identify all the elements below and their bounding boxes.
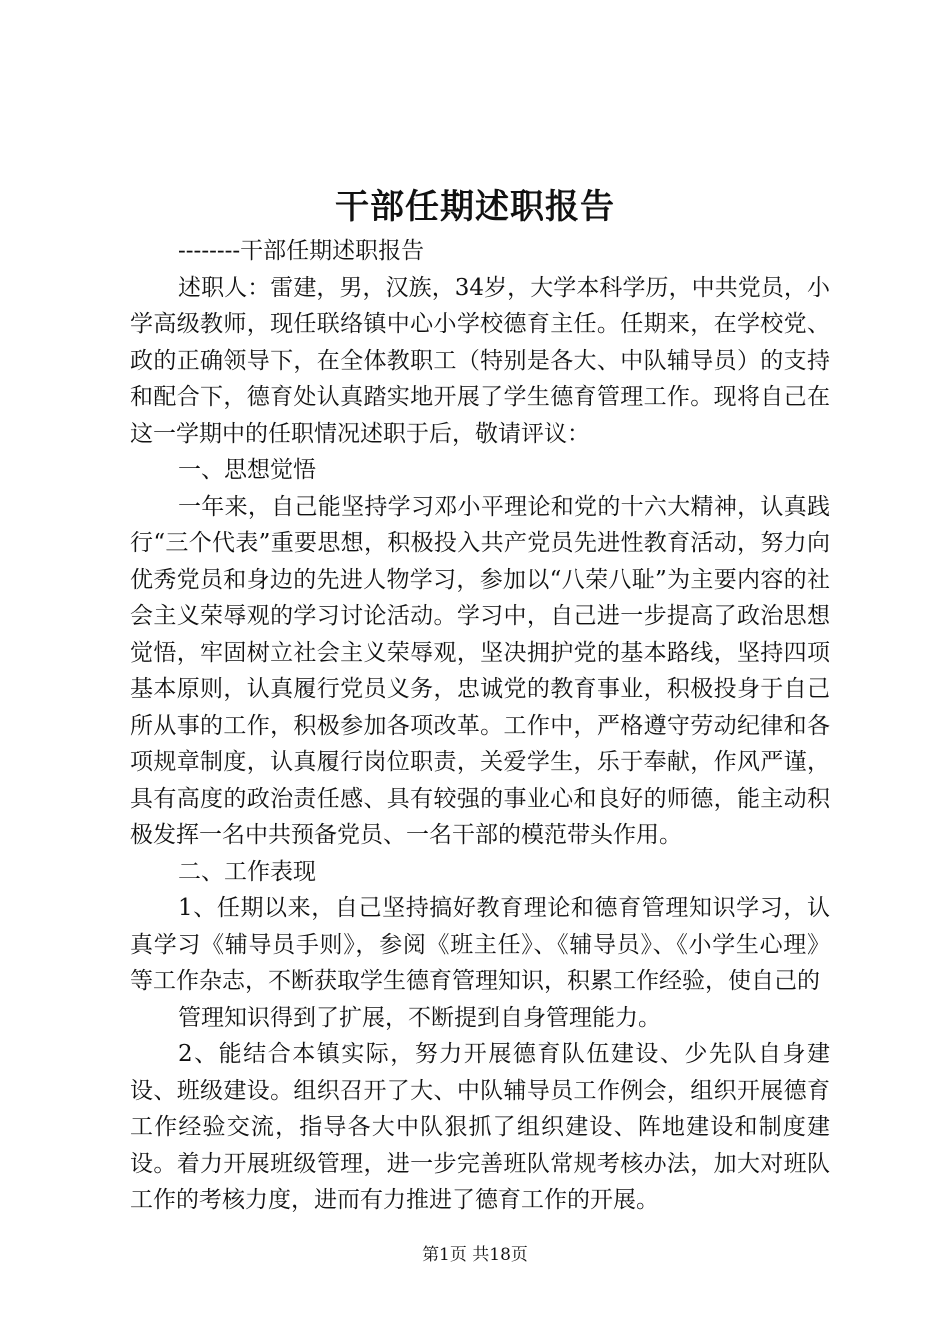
work-item-1-paragraph: 1、任期以来，自己坚持搞好教育理论和德育管理知识学习，认真学习《辅导员手则》，参阅《班主任》、《辅导员》、《小学生心理》等工作杂志，不断获取学生德育管理知识，积累工作经验，使自己的 (130, 895, 830, 994)
thought-paragraph: 一年来，自己能坚持学习邓小平理论和党的十六大精神，认真践行“三个代表”重要思想，积极投入共产党员先进性教育活动，努力向优秀党员和身边的先进人物学习，参加以“八荣八耻”为主要内容的社会主义荣辱观的学习讨论活动。学习中，自己进一步提高了政治思想觉悟，牢固树立社会主义荣辱观，坚决拥护党的基本路线，坚持四项基本原则，认真履行党员义务，忠诚党的教育事业，积极投身于自己所从事的工作，积极参加各项改革。工作中，严格遵守劳动纪律和各项规章制度，认真履行岗位职责，关爱学生，乐于奉献，作风严谨，具有高度的政治责任感、具有较强的事业心和良好的师德，能主动积极发挥一名中共预备党员、一名干部的模范带头作用。 (130, 493, 830, 848)
document-body (130, 233, 830, 1219)
document-title: 干部任期述职报告 (335, 187, 615, 227)
work-item-1-continuation: 管理知识得到了扩展，不断提到自身管理能力。 (178, 1004, 661, 1031)
section-heading-work: 二、工作表现 (178, 858, 316, 885)
subtitle-line: --------干部任期述职报告 (178, 238, 425, 264)
intro-paragraph: 述职人：雷建，男，汉族，34岁，大学本科学历，中共党员，小学高级教师，现任联络镇中心小学校德育主任。任期来，在学校党、政的正确领导下，在全体教职工（特别是各大、中队辅导员）的支持和配合下，德育处认真踏实地开展了学生德育管理工作。现将自己在这一学期中的任职情况述职于后，敬请评议： (130, 274, 830, 447)
work-item-2-paragraph: 2、能结合本镇实际，努力开展德育队伍建设、少先队自身建设、班级建设。组织召开了大、中队辅导员工作例会，组织开展德育工作经验交流，指导各大中队狠抓了组织建设、阵地建设和制度建设。着力开展班级管理，进一步完善班队常规考核办法，加大对班队工作的考核力度，进而有力推进了德育工作的开展。 (130, 1041, 830, 1213)
page-number-footer: 第1页 共18页 (422, 1245, 528, 1265)
section-heading-thought: 一、思想觉悟 (178, 457, 316, 483)
